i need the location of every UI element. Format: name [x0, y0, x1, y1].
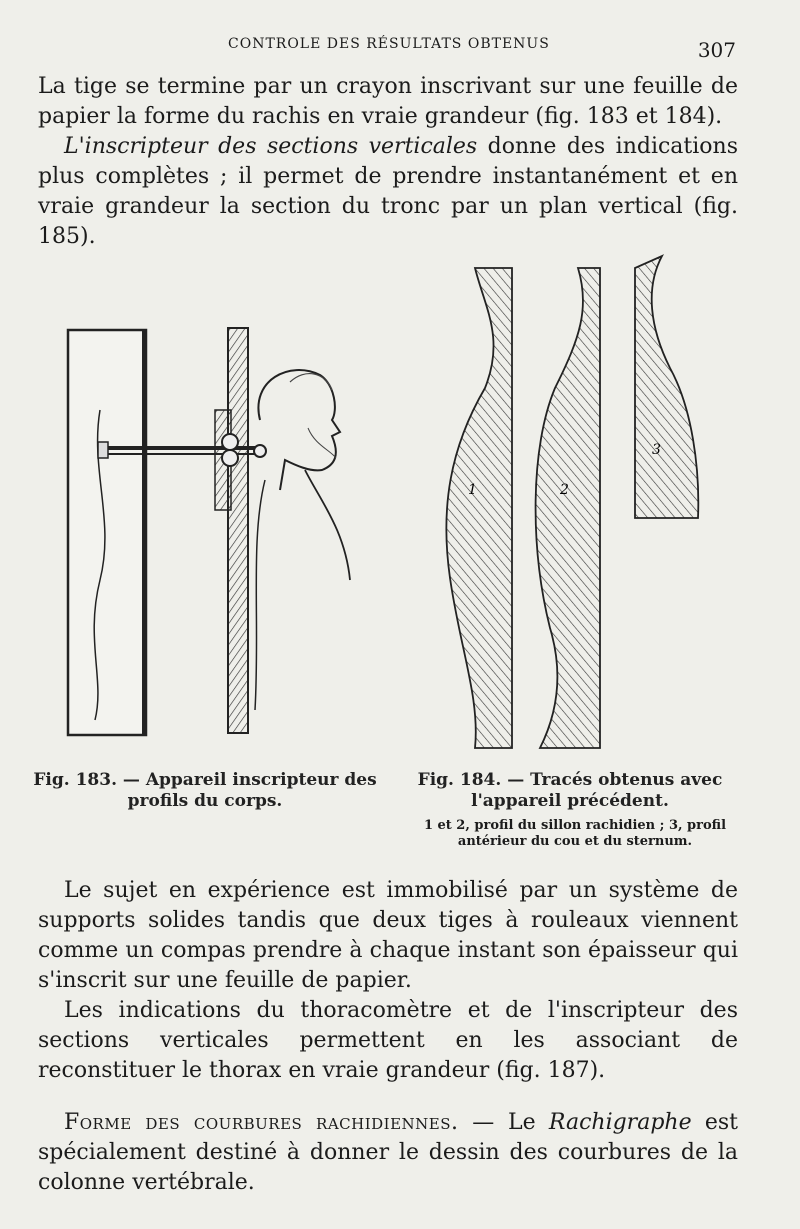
- profile-1-label: 1: [468, 482, 477, 498]
- paragraph-2: [38, 132, 738, 252]
- paragraph-5-text: est spécialement destiné à donner le dessin des courbures de la colonne vertébrale.: [38, 1110, 738, 1195]
- paragraph-1-text: La tige se termine par un crayon inscrivant sur une feuille de papier la forme du rachis en vraie grandeur (fig. 183 et 184).: [38, 74, 738, 129]
- running-head: CONTROLE DES RÉSULTATS OBTENUS: [228, 36, 550, 52]
- paragraph-2-text: donne des indications plus complètes ; il permet de prendre instantanément et en vraie grandeur la section du tronc par un plan vertical (fig. 185).: [38, 134, 738, 249]
- profile-2: [536, 268, 600, 748]
- profile-3-label: 3: [652, 442, 661, 458]
- paragraph-4-text: Les indications du thoracomètre et de l'inscripteur des sections verticales permettent en les associant de reconstituer le thorax en vraie grandeur (fig. 187).: [38, 998, 738, 1083]
- paragraph-5-italic: Rachigraphe: [548, 1110, 692, 1135]
- figure-184-caption: Fig. 184. — Tracés obtenus avec l'appareil précédent.: [417, 770, 723, 811]
- section-heading: Forme des courbures rachidiennes. —: [64, 1110, 495, 1135]
- paragraph-2-italic: L'inscripteur des sections verticales: [64, 134, 478, 159]
- profile-3: [635, 256, 698, 518]
- figure-183-apparatus-drawing: [60, 320, 360, 760]
- paragraph-1: [38, 72, 738, 132]
- paragraph-3-text: Le sujet en expérience est immobilisé par un système de supports solides tandis que deux tiges à rouleaux viennent comme un compas prendre à chaque instant son épaisseur qui s'inscrit sur une feuille de papier.: [38, 878, 738, 993]
- figure-184-subcaption: 1 et 2, profil du sillon rachidien ; 3, profil antérieur du cou et du sternum.: [423, 818, 727, 849]
- figure-184-traced-profiles: [430, 248, 720, 758]
- paragraph-5: [38, 1108, 738, 1198]
- profile-2-label: 2: [560, 482, 569, 498]
- paragraph-3: [38, 876, 738, 996]
- profile-1: [446, 268, 512, 748]
- figure-183-caption: Fig. 183. — Appareil inscripteur des profils du corps.: [33, 770, 377, 811]
- paragraph-5-mid: Le: [494, 1110, 549, 1135]
- paragraph-4: [38, 996, 738, 1086]
- page-number: 307: [697, 38, 736, 62]
